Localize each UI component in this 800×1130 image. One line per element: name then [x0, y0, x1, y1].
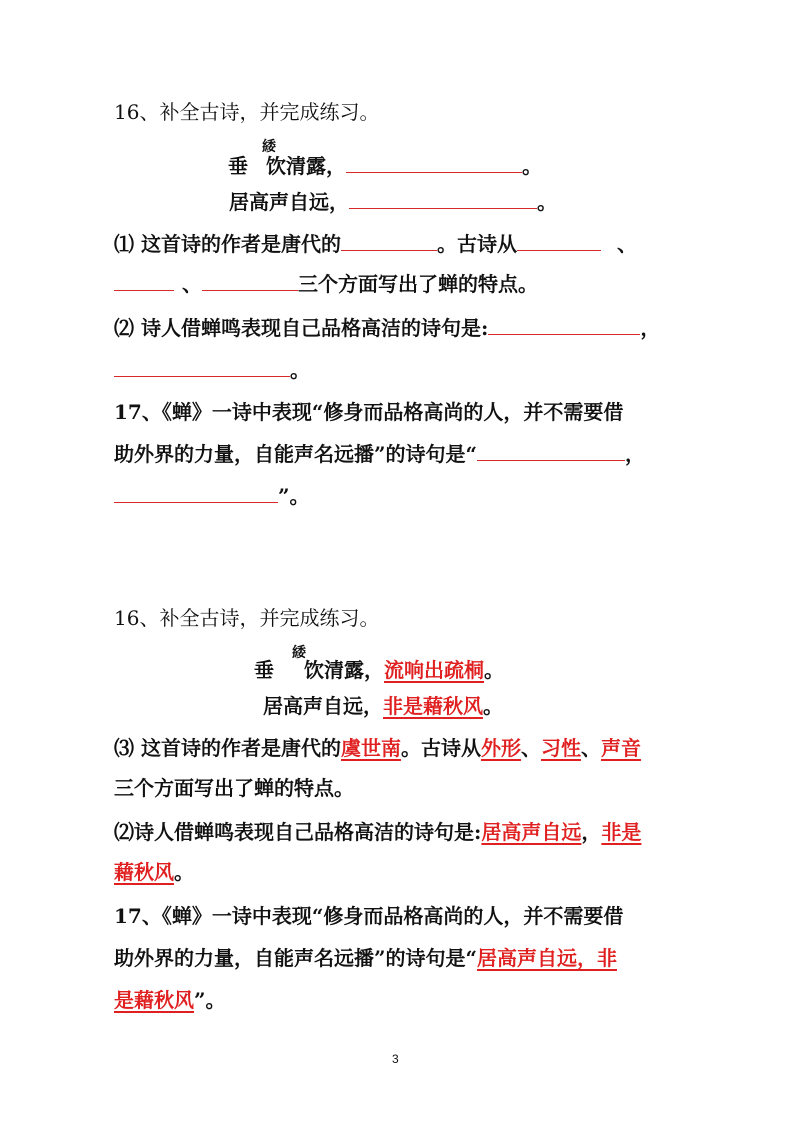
- text: ⑵诗人借蝉鸣表现自己品格高洁的诗句是:: [114, 820, 482, 844]
- poem-text: 居高声自远，: [229, 190, 349, 214]
- q2-title: 16、补全古诗，并完成练习。: [114, 606, 380, 630]
- answer-text: 藉秋风: [114, 860, 174, 884]
- q2-17-line2: [114, 944, 617, 972]
- text: 助外界的力量，自能声名远播”的诗句是“: [114, 946, 478, 970]
- text: 、: [182, 272, 202, 296]
- text: 。古诗从: [400, 736, 481, 760]
- q1-part2-line2: [114, 356, 310, 384]
- q1-part1-line1: [114, 230, 637, 258]
- text: 。: [290, 358, 310, 382]
- poem-text: 。: [537, 190, 557, 214]
- q2-17-line1: 17、《蝉》一诗中表现“修身而品格高尚的人，并不需要借: [114, 904, 624, 928]
- text: ”。: [194, 988, 226, 1012]
- poem-text: 垂: [254, 658, 274, 682]
- q17-line3: [114, 482, 310, 510]
- answer-text: 虞世南: [340, 736, 401, 760]
- feature-blank[interactable]: [517, 232, 601, 251]
- text: ”。: [278, 484, 310, 508]
- poem-text: 饮清露，: [266, 154, 346, 178]
- answer-text: 居高声自远: [481, 820, 582, 844]
- text: ⑶ 这首诗的作者是唐代的: [114, 736, 341, 760]
- text: 助外界的力量，自能声名远播”的诗句是“: [114, 442, 478, 466]
- poem-text: 。: [483, 694, 503, 718]
- text: 、: [520, 736, 541, 760]
- poem-text: 。: [484, 658, 504, 682]
- answer-text: 是藉秋风: [114, 988, 194, 1012]
- q17-line1: 17、《蝉》一诗中表现“修身而品格高尚的人，并不需要借: [114, 400, 624, 424]
- author-blank[interactable]: [341, 232, 437, 251]
- text: 、: [580, 736, 601, 760]
- text: ⑵ 诗人借蝉鸣表现自己品格高洁的诗句是:: [114, 316, 489, 340]
- text: 、: [616, 232, 637, 256]
- answer-text: 居高声自远，非: [477, 946, 618, 970]
- poem-text: 。: [522, 154, 542, 178]
- answer-text: 外形: [480, 736, 521, 760]
- q2-part2-line1: [114, 818, 641, 846]
- q1-poem-line1: [228, 152, 542, 180]
- q1-part1-line2: [114, 270, 538, 298]
- poem-blank[interactable]: [349, 190, 537, 209]
- text: ，: [640, 316, 661, 340]
- verse-blank[interactable]: [114, 484, 278, 503]
- poem-text: 饮清露，: [304, 658, 384, 682]
- feature-blank[interactable]: [202, 272, 298, 291]
- verse-blank[interactable]: [477, 442, 625, 461]
- text: ，: [581, 820, 602, 844]
- text: 。: [174, 860, 194, 884]
- small-char-rui: 緌: [292, 645, 306, 661]
- answer-text: 流响出疏桐: [384, 658, 484, 682]
- page-number: 3: [392, 1052, 399, 1066]
- text: ，: [625, 442, 646, 466]
- q2-part3-line1: [114, 734, 641, 762]
- verse-blank[interactable]: [488, 316, 640, 335]
- q2-part2-line2: [114, 858, 194, 886]
- feature-blank[interactable]: [114, 272, 174, 291]
- text: ⑴ 这首诗的作者是唐代的: [114, 232, 341, 256]
- verse-blank[interactable]: [114, 358, 290, 377]
- q2-part3-line2: 三个方面写出了蝉的特点。: [114, 776, 354, 800]
- small-char-rui: 緌: [262, 139, 276, 155]
- answer-text: 习性: [540, 736, 581, 760]
- answer-text: 非是藉秋风: [383, 694, 483, 718]
- text: 。古诗从: [436, 232, 517, 256]
- q17-line2: [114, 440, 645, 468]
- poem-blank[interactable]: [346, 154, 522, 173]
- q1-title: 16、补全古诗，并完成练习。: [114, 100, 380, 124]
- q2-17-line3: [114, 986, 226, 1014]
- q2-poem-line2: [263, 692, 503, 720]
- answer-text: 声音: [600, 736, 641, 760]
- q1-part2-line1: [114, 314, 660, 342]
- q1-poem-line2: [229, 188, 557, 216]
- answer-text: 非是: [601, 820, 642, 844]
- poem-text: 居高声自远，: [263, 694, 383, 718]
- poem-text: 垂: [228, 154, 248, 178]
- text: 三个方面写出了蝉的特点。: [298, 272, 538, 296]
